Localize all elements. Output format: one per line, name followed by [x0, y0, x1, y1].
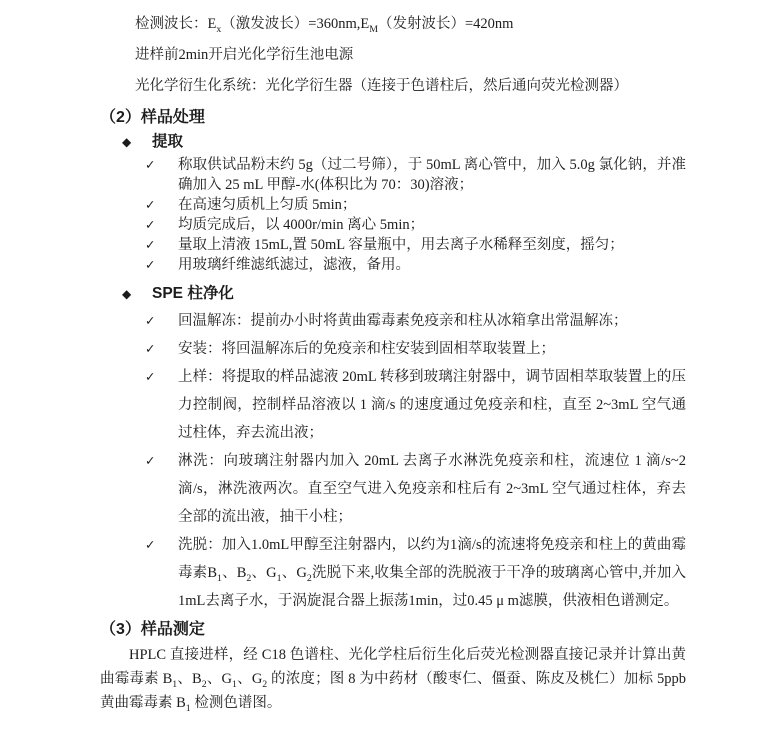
list-item: [100, 531, 686, 615]
spe-item-list: [100, 307, 686, 615]
section-heading-sample-measurement: （3）样品测定: [100, 621, 205, 638]
checkmark-icon: ✓: [145, 537, 156, 552]
subsection-label: SPE 柱净化: [152, 285, 234, 302]
list-item-text: 在高速匀质机上匀质 5min；: [178, 197, 357, 213]
derivatization-system-line: 光化学衍生化系统：光化学衍生器（连接于色谱柱后，然后通向荧光检测器）: [135, 78, 628, 94]
list-item-text: 淋洗：向玻璃注射器内加入 20mL 去离子水淋洗免疫亲和柱，流速位 1 滴/s~2 滴/s，淋洗液两次。直至空气进入免疫亲和柱后有 2~3mL 空气通过柱体，弃去全部的流出液，抽干小柱；: [178, 453, 686, 525]
pre-injection-line: 进样前2min开启光化学衍生池电源: [135, 47, 354, 63]
list-item: [100, 363, 686, 447]
list-item-text: 上样：将提取的样品滤液 20mL 转移到玻璃注射器中，调节固相萃取装置上的压力控制阀，控制样品溶液以 1 滴/s 的速度通过免疫亲和柱，直至 2~3mL 空气通过柱体，弃去流出液；: [178, 369, 686, 441]
list-item-text: 量取上清液 15mL,置 50mL 容量瓶中，用去离子水稀释至刻度，摇匀；: [178, 237, 624, 253]
subsection-title-spe-cleanup: [100, 283, 686, 305]
checkmark-icon: ✓: [145, 237, 156, 252]
list-item: [100, 255, 686, 275]
list-item: [100, 195, 686, 215]
list-item: [100, 447, 686, 531]
subsection-spe-cleanup: [100, 283, 686, 615]
checkmark-icon: ✓: [145, 157, 156, 172]
subsection-label: 提取: [152, 133, 184, 150]
section-heading-sample-processing: （2）样品处理: [100, 109, 205, 126]
measurement-paragraph: HPLC 直接进样，经 C18 色谱柱、光化学柱后衍生化后荧光检测器直接记录并计算出黄曲霉毒素 $B_1$、$B_2$、$G_1$、$G_2$ 的浓度；图 8 为中药材（酸枣仁、僵蚕、陈皮及桃仁）加标 5ppb 黄曲霉毒素 $B_1$ 检测色谱图。: [100, 647, 686, 714]
list-item: [100, 155, 686, 195]
subsection-title-extraction: [100, 131, 686, 153]
list-item-text: 用玻璃纤维滤纸滤过，滤液，备用。: [178, 257, 410, 273]
list-item-text: 洗脱：加入1.0mL甲醇至注射器内，以约为1滴/s的流速将免疫亲和柱上的黄曲霉毒素$B_1$、$B_2$、$G_1$、$G_2$洗脱下来,收集全部的洗脱液于干净的玻璃离心管中,并加入1mL去离子水，于涡旋混合器上振荡1min，过0.45 μ m滤膜，供液相色谱测定。: [178, 537, 686, 609]
list-item: [100, 235, 686, 255]
intro-block: [100, 14, 686, 97]
checkmark-icon: ✓: [145, 453, 156, 468]
list-item: [100, 307, 686, 335]
list-item-text: 回温解冻：提前办小时将黄曲霉毒素免疫亲和柱从冰箱拿出常温解冻；: [178, 313, 628, 329]
checkmark-icon: ✓: [145, 217, 156, 232]
diamond-bullet-icon: ◆: [122, 135, 132, 149]
diamond-bullet-icon: ◆: [122, 287, 132, 301]
list-item-text: 均质完成后，以 4000r/min 离心 5min；: [178, 217, 425, 233]
checkmark-icon: ✓: [145, 341, 156, 356]
checkmark-icon: ✓: [145, 257, 156, 272]
checkmark-icon: ✓: [145, 369, 156, 384]
list-item: [100, 335, 686, 363]
list-item: [100, 215, 686, 235]
list-item-text: 称取供试品粉末约 5g（过二号筛），于 50mL 离心管中，加入 5.0g 氯化钠，并准确加入 25 mL 甲醇-水(体积比为 70：30)溶液；: [178, 157, 686, 193]
checkmark-icon: ✓: [145, 197, 156, 212]
detection-wavelength-line: 检测波长：$E_x$（激发波长）$=360nm,E_M$（发射波长）=420nm: [135, 16, 514, 35]
subsection-extraction: [100, 131, 686, 275]
extraction-item-list: [100, 155, 686, 275]
checkmark-icon: ✓: [145, 313, 156, 328]
list-item-text: 安装：将回温解冻后的免疫亲和柱安装到固相萃取装置上；: [178, 341, 555, 357]
